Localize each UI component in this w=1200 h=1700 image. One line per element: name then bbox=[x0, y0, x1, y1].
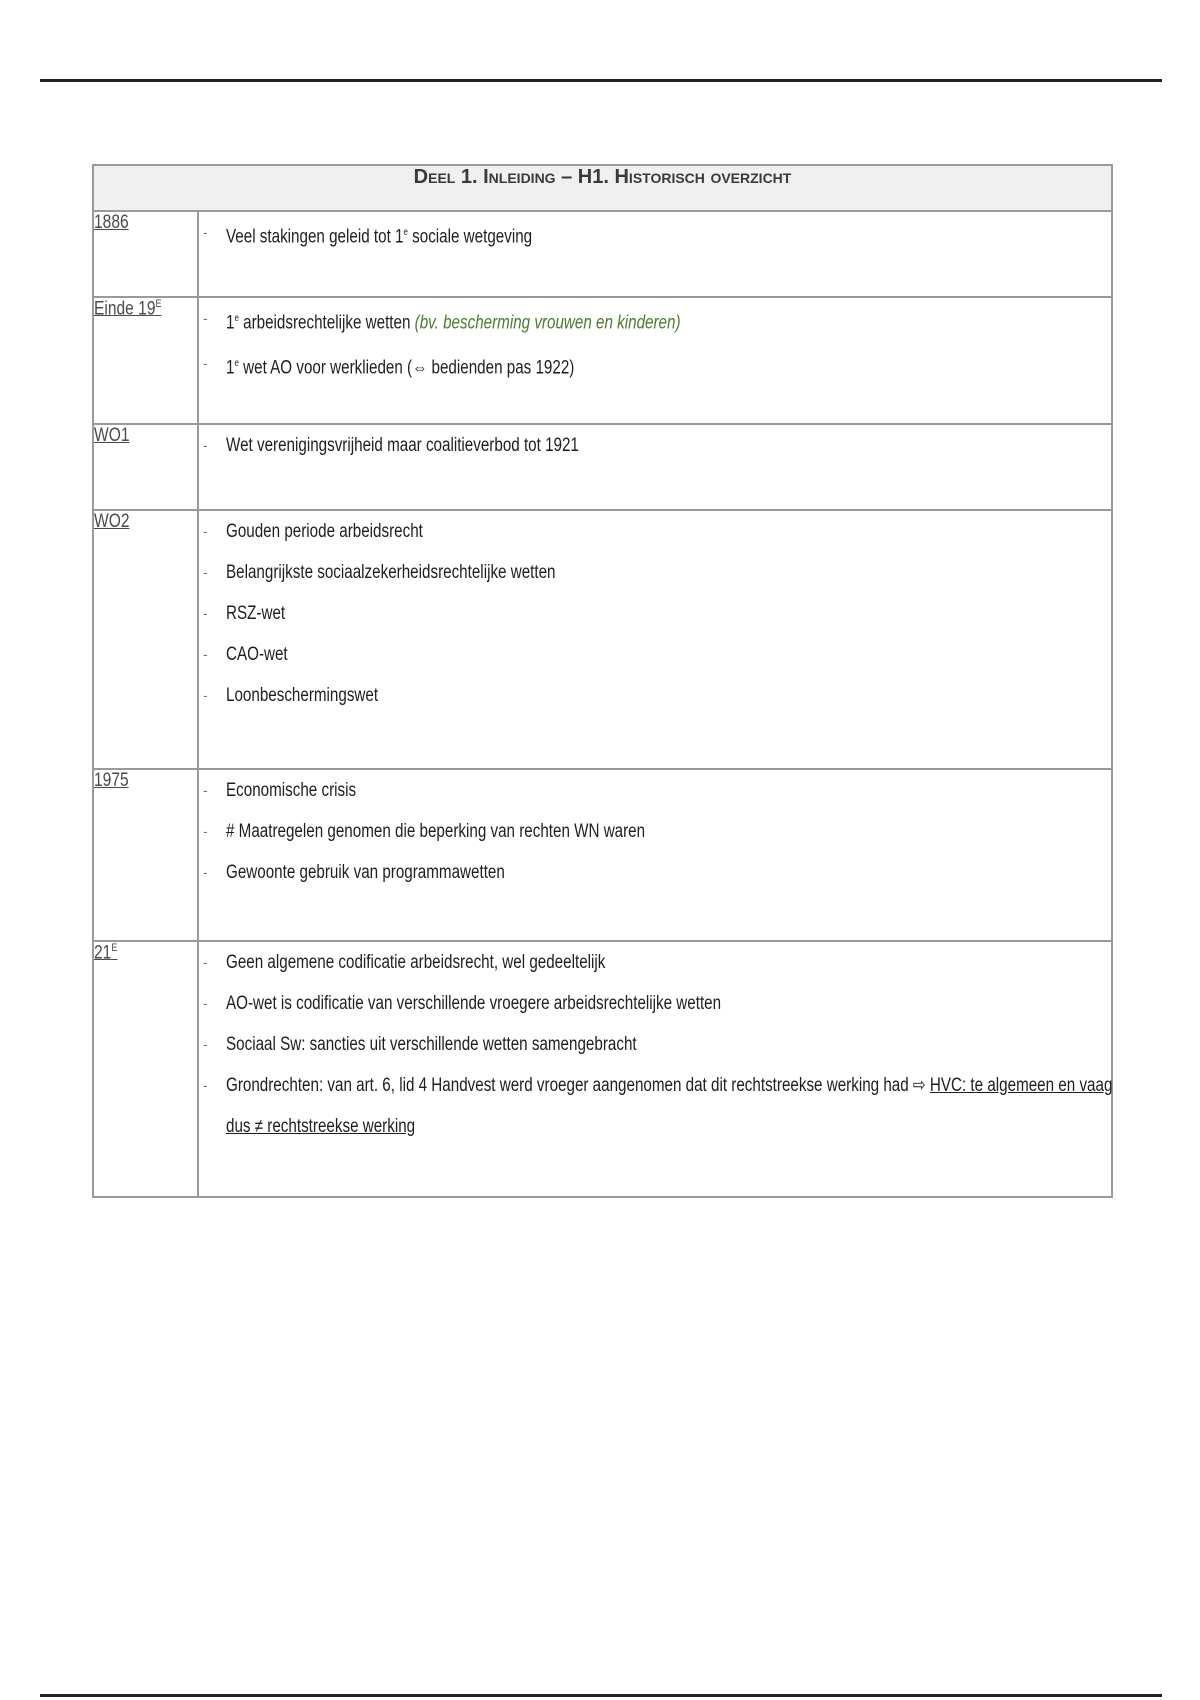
period-label: WO2 bbox=[93, 510, 198, 769]
table-row bbox=[93, 941, 1112, 1197]
list-item: - Sociaal Sw: sancties uit verschillende wetten samengebracht bbox=[203, 1034, 637, 1055]
list-item: - Economische crisis bbox=[203, 780, 357, 801]
list-item: - Wet verenigingsvrijheid maar coalitieverbod tot 1921 bbox=[203, 435, 579, 456]
list-item: - CAO-wet bbox=[203, 644, 288, 665]
list-item: - Geen algemene codificatie arbeidsrecht, wel gedeeltelijk bbox=[203, 952, 606, 973]
list-item: - Belangrijkste sociaalzekerheidsrechtelijke wetten bbox=[203, 562, 556, 583]
period-content bbox=[198, 297, 1112, 424]
table-row bbox=[93, 297, 1112, 424]
list-item: - Gewoonte gebruik van programmawetten bbox=[203, 862, 505, 883]
table-row bbox=[93, 769, 1112, 941]
list-item: - # Maatregelen genomen die beperking van rechten WN waren bbox=[203, 821, 646, 842]
period-label: 1886 bbox=[93, 211, 198, 297]
period-label: WO1 bbox=[93, 424, 198, 510]
period-label: 1975 bbox=[93, 769, 198, 941]
period-content bbox=[198, 510, 1112, 769]
table-row bbox=[93, 211, 1112, 297]
period-content bbox=[198, 211, 1112, 297]
list-item: - 1e wet AO voor werklieden (⇔ bedienden pas 1922) bbox=[203, 355, 575, 379]
example-note: (bv. bescherming vrouwen en kinderen) bbox=[414, 312, 681, 334]
period-label: Einde $19^E$ bbox=[93, 297, 198, 424]
list-item: - Veel stakingen geleid tot 1e sociale wetgeving bbox=[203, 224, 533, 248]
list-item: - Loonbeschermingswet bbox=[203, 685, 379, 706]
period-content bbox=[198, 769, 1112, 941]
conclusion-text: HVC: te algemeen en vaag dus ≠ rechtstreekse werking bbox=[226, 1075, 1113, 1137]
table-row bbox=[93, 424, 1112, 510]
header-rule bbox=[40, 79, 1162, 82]
list-item: - AO-wet is codificatie van verschillende vroegere arbeidsrechtelijke wetten bbox=[203, 993, 722, 1014]
period-content bbox=[198, 424, 1112, 510]
table-row bbox=[93, 510, 1112, 769]
period-label: $21^E$ bbox=[93, 941, 198, 1197]
list-item: - Grondrechten: van art. 6, lid 4 Handvest werd vroeger aangenomen dat dit rechtstreekse werking had ⇨ HVC: te algemeen en vaag dus ≠ rechtstreekse werking bbox=[203, 1075, 1113, 1137]
footer-rule bbox=[40, 1694, 1162, 1697]
table-title: Deel 1. Inleiding – H1. Historisch overzicht bbox=[93, 165, 1112, 211]
list-item: - RSZ-wet bbox=[203, 603, 286, 624]
period-content bbox=[198, 941, 1112, 1197]
list-item: - Gouden periode arbeidsrecht bbox=[203, 521, 423, 542]
history-table bbox=[92, 164, 1113, 1198]
list-item: - 1e arbeidsrechtelijke wetten (bv. bescherming vrouwen en kinderen) bbox=[203, 310, 681, 334]
